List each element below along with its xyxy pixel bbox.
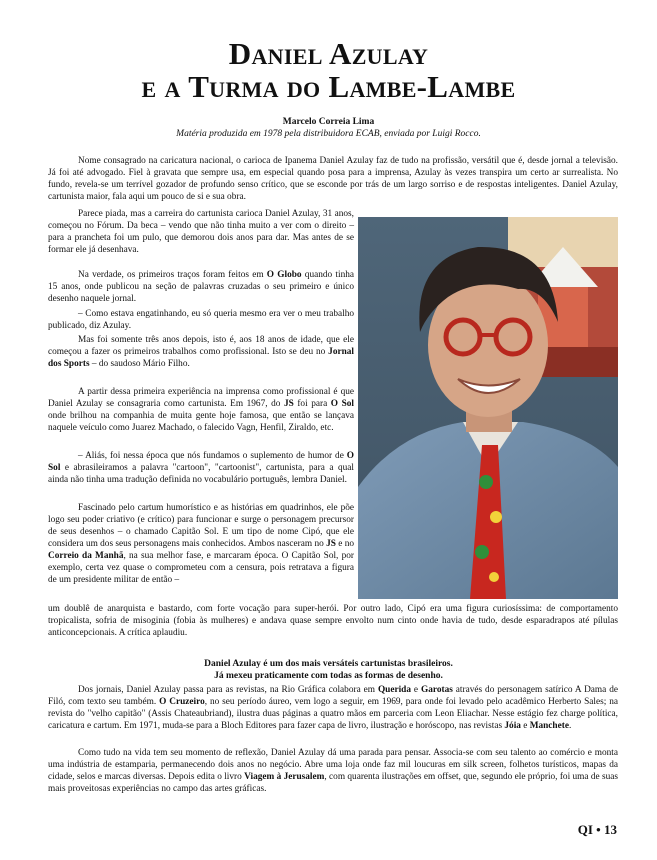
body-paragraph-6: – Aliás, foi nessa época que nós fundamos o suplemento de humor de O Sol e abrasileiramos a palavra "cartoon", "cartoonist", cartunista, para a qual ainda não tinha uma tradução definida no vocabulário português, lembra Daniel.	[48, 451, 354, 486]
body-paragraph-9: Como tudo na vida tem seu momento de reflexão, Daniel Azulay dá uma parada para pensar. Associa-se com seu talento ao comércio e monta uma indústria de estamparia, permanecendo dois anos no negócio. Abre uma loja onde faz mil loucuras em silk screen, folhetos turísticos, mapas da cidade, selos e marcas diversas. Depois edita o livro Viagem à Jerusalem, com quarenta ilustrações em offset, que, segundo ele próprio, foi uma de suas mais proveitosas experiências no campo das artes gráficas.	[48, 748, 618, 795]
pull-quote-line1: Daniel Azulay é um dos mais versáteis cartunistas brasileiros.	[204, 659, 453, 669]
pull-quote	[0, 658, 657, 682]
body-paragraph-3: – Como estava engatinhando, eu só queria mesmo era ver o meu trabalho publicado, diz Azulay.	[48, 309, 354, 332]
body-paragraph-7-continued: um doublê de anarquista e bastardo, com forte vocação para super-herói. Por outro lado, Cipó era uma figura curiosíssima: de comportamento tropicalista, sofria de misoginia (fobia às mulheres) e andava quase sempre envolto num cinto onde havia de tudo, desde esparadrapos até pílulas anticoncepcionais. A crítica aplaudiu.	[48, 604, 618, 639]
page-number: QI • 13	[577, 822, 617, 837]
article-title-line1: Daniel Azulay	[228, 36, 429, 71]
body-paragraph-5: A partir dessa primeira experiência na imprensa como profissional é que Daniel Azulay se consagraria como cartunista. Em 1967, do JS foi para O Sol onde brilhou na companhia de muita gente hoje famosa, que então se lançava naquele veículo como Juarez Machado, o falecido Vagn, Henfil, Ziraldo, etc.	[48, 387, 354, 434]
body-paragraph-7: Fascinado pelo cartum humorístico e as histórias em quadrinhos, ele põe logo seu poder criativo (e crítico) para funcionar e surge o personagem precursor de seus desenhos – o chamado Capitão Sol. E um tipo de nome Cipó, que ele considera um dos seus personagens mais conhecidos. Ambos nasceram no JS e no Correio da Manhã, na sua melhor fase, e marcaram época. O Capitão Sol, por exemplo, certa vez quase o comprometeu com a censura, pois retratava a figura de um presidente militar de então –	[48, 503, 354, 586]
pull-quote-line2: Já mexeu praticamente com todas as formas de desenho.	[214, 671, 443, 681]
body-paragraph-4: Mas foi somente três anos depois, isto é, aos 18 anos de idade, que ele começou a fazer os primeiros trabalhos como profissional. Isto se deu no Jornal dos Sports – do saudoso Mário Filho.	[48, 335, 354, 370]
author-byline: Marcelo Correia Lima	[282, 117, 375, 127]
body-paragraph-1: Parece piada, mas a carreira do cartunista carioca Daniel Azulay, 31 anos, começou no Fórum. Da beca – vendo que não tinha muito a ver com o direito – para a prancheta foi um pulo, que demorou dois anos para dar. Mas antes de se formar ele já desenhava.	[48, 209, 354, 256]
source-credit: Matéria produzida em 1978 pela distribuidora ECAB, enviada por Luigi Rocco.	[176, 129, 481, 139]
body-paragraph-8: Dos jornais, Daniel Azulay passa para as revistas, na Rio Gráfica colabora em Querida e Garotas através do personagem satírico A Dama de Filó, com texto seu também. O Cruzeiro, no seu período áureo, vem logo a seguir, em 1969, para onde foi levado pelo acadêmico Herberto Sales; na revista do "velho capitão" (Assis Chateaubriand), ilustra duas páginas a quatro mãos em parceria com Leon Eliachar. Nesse estágio fez charge política, caricatura e cartum. Em 1971, muda-se para a Bloch Editores para fazer capa de livro, ilustração e horóscopo, nas revistas Jóia e Manchete.	[48, 685, 618, 732]
intro-paragraph: Nome consagrado na caricatura nacional, o carioca de Ipanema Daniel Azulay faz de tudo na profissão, versátil que é, desde jornal a televisão. Já foi até advogado. Fiel à gravata que sempre usa, em especial quando posa para a imprensa, Azulay às vezes transpira um certo ar surrealista. No fundo, revela-se um terrível gozador de profundo senso crítico, que se esconde por trás de um largo sorriso e de respostas inteligentes. Daniel Azulay, cartunista maior, fala aqui um pouco de si e sua obra.	[48, 156, 618, 203]
body-paragraph-2: Na verdade, os primeiros traços foram feitos em O Globo quando tinha 15 anos, onde publicou na seção de palavras cruzadas o seu primeiro e único desenho naquele jornal.	[48, 270, 354, 305]
portrait-illustration	[358, 217, 618, 599]
article-title-line2: e a Turma do Lambe-Lambe	[141, 69, 516, 104]
portrait-photo	[358, 217, 618, 599]
